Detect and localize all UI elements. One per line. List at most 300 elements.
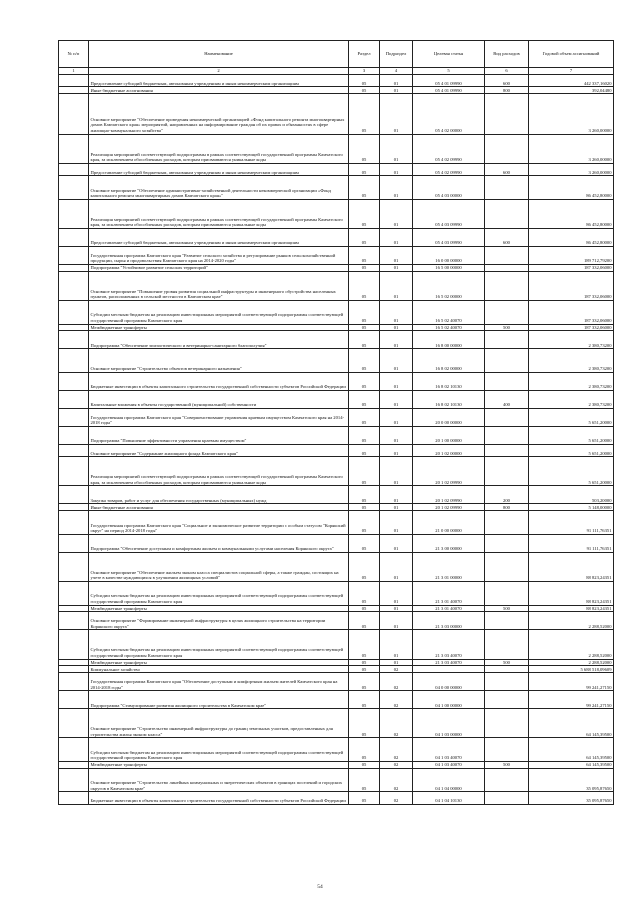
row-amount-cell: 392,04480 — [529, 87, 614, 94]
row-number-cell — [59, 673, 89, 691]
budget-table — [58, 40, 613, 805]
row-subsection-cell: 02 — [380, 792, 413, 804]
row-amount-cell: 5 688 518,09609 — [529, 666, 614, 673]
table-row — [59, 768, 614, 792]
table-row — [59, 486, 614, 504]
row-name-cell: Субсидии местным бюджетам на реализацию инвестиционных мероприятий соответствующей подпрограммы соответствующей государственной программы Камчатского края — [89, 582, 349, 606]
row-target-article-cell: 05 4 02 09990 — [413, 163, 485, 175]
row-number-cell — [59, 630, 89, 659]
row-expense-type-cell — [485, 534, 529, 552]
row-target-article-cell: 05 4 03 09990 — [413, 228, 485, 246]
row-section-cell: 05 — [349, 486, 380, 504]
row-target-article-cell: 20 1 02 09990 — [413, 457, 485, 486]
row-number-cell — [59, 331, 89, 349]
row-target-article-cell: 05 4 01 09990 — [413, 75, 485, 87]
row-subsection-cell: 01 — [380, 552, 413, 581]
row-name-cell: Реализация мероприятий соответствующей подпрограммы в рамках соответствующей государственной программы Камчатского края, за исключением обособленных расходов, которым присваиваются уникальные коды — [89, 134, 349, 163]
table-row — [59, 176, 614, 200]
row-number-cell — [59, 228, 89, 246]
row-expense-type-cell — [485, 134, 529, 163]
table-row — [59, 246, 614, 264]
table-row — [59, 630, 614, 659]
row-subsection-cell: 01 — [380, 87, 413, 94]
table-row — [59, 349, 614, 373]
row-name-cell: Основное мероприятие "Обеспечение проведения некоммерческой организацией «Фонд капитального ремонта многоквартирных домов Камчатского края» мероприятий, направленных на информирование граждан об их правах и обязанностях в сфере жилищно-коммунального хозяйства" — [89, 94, 349, 134]
table-row — [59, 534, 614, 552]
row-target-article-cell: 04 1 00 00000 — [413, 691, 485, 709]
row-amount-cell: 86 452,80000 — [529, 228, 614, 246]
row-target-article-cell: 04 1 03 00000 — [413, 709, 485, 738]
row-amount-cell: 35 095,87650 — [529, 792, 614, 804]
row-number-cell — [59, 582, 89, 606]
row-section-cell: 05 — [349, 199, 380, 228]
row-amount-cell: 88 823,24351 — [529, 605, 614, 612]
row-expense-type-cell — [485, 372, 529, 390]
row-expense-type-cell: 500 — [485, 659, 529, 666]
row-target-article-cell: 04 1 03 40070 — [413, 738, 485, 762]
row-name-cell: Подпрограмма "Повышение эффективности управления краевым имуществом" — [89, 426, 349, 444]
table-row — [59, 691, 614, 709]
row-name-cell: Межбюджетные трансферты — [89, 324, 349, 331]
table-row — [59, 87, 614, 94]
row-target-article-cell: 20 1 00 00000 — [413, 426, 485, 444]
row-subsection-cell: 01 — [380, 605, 413, 612]
row-subsection-cell: 01 — [380, 271, 413, 300]
row-expense-type-cell — [485, 176, 529, 200]
column-number: 4 — [380, 68, 413, 75]
row-number-cell — [59, 390, 89, 408]
row-number-cell — [59, 792, 89, 804]
table-row — [59, 673, 614, 691]
table-row — [59, 75, 614, 87]
row-expense-type-cell — [485, 691, 529, 709]
table-row — [59, 331, 614, 349]
row-target-article-cell: 16 5 02 00000 — [413, 271, 485, 300]
row-subsection-cell: 01 — [380, 659, 413, 666]
row-number-cell — [59, 372, 89, 390]
row-subsection-cell: 02 — [380, 709, 413, 738]
column-number: 3 — [349, 68, 380, 75]
row-number-cell — [59, 264, 89, 271]
row-expense-type-cell — [485, 582, 529, 606]
row-name-cell: Предоставление субсидий бюджетным, автономным учреждениям и иным некоммерческим организациям — [89, 75, 349, 87]
row-target-article-cell: 04 1 04 00000 — [413, 768, 485, 792]
row-subsection-cell: 01 — [380, 372, 413, 390]
row-amount-cell: 2 380,73200 — [529, 331, 614, 349]
table-row — [59, 738, 614, 762]
row-amount-cell: 99 241,27150 — [529, 673, 614, 691]
page-number: 54 — [317, 884, 323, 890]
row-number-cell — [59, 75, 89, 87]
row-name-cell: Коммунальное хозяйство — [89, 666, 349, 673]
row-target-article-cell: 16 8 02 00000 — [413, 349, 485, 373]
row-expense-type-cell: 500 — [485, 605, 529, 612]
table-row — [59, 552, 614, 581]
row-number-cell — [59, 511, 89, 535]
row-number-cell — [59, 87, 89, 94]
row-name-cell: Основное мероприятие "Обеспечение административно-хозяйственной деятельности некоммерческой организации «Фонд капитального ремонта многоквартирных домов Камчатского края»" — [89, 176, 349, 200]
row-section-cell: 05 — [349, 75, 380, 87]
row-expense-type-cell — [485, 738, 529, 762]
row-section-cell: 05 — [349, 457, 380, 486]
row-section-cell: 05 — [349, 534, 380, 552]
row-number-cell — [59, 444, 89, 456]
row-section-cell: 05 — [349, 552, 380, 581]
row-target-article-cell: 20 1 02 09990 — [413, 486, 485, 504]
row-section-cell: 05 — [349, 582, 380, 606]
row-number-cell — [59, 738, 89, 762]
row-target-article-cell: 21 3 03 40070 — [413, 630, 485, 659]
row-name-cell: Иные бюджетные ассигнования — [89, 87, 349, 94]
row-expense-type-cell — [485, 666, 529, 673]
row-expense-type-cell — [485, 792, 529, 804]
row-expense-type-cell — [485, 612, 529, 630]
row-expense-type-cell — [485, 331, 529, 349]
row-section-cell: 05 — [349, 659, 380, 666]
row-section-cell: 05 — [349, 792, 380, 804]
row-name-cell: Межбюджетные трансферты — [89, 659, 349, 666]
row-subsection-cell: 02 — [380, 691, 413, 709]
row-amount-cell: 2 380,73200 — [529, 349, 614, 373]
table-row — [59, 228, 614, 246]
table-row — [59, 426, 614, 444]
header-number: № п/п — [59, 41, 89, 68]
row-number-cell — [59, 176, 89, 200]
table-row — [59, 504, 614, 511]
row-expense-type-cell — [485, 511, 529, 535]
row-target-article-cell: 04 1 03 40070 — [413, 762, 485, 769]
row-name-cell: Подпрограмма "Устойчивое развитие сельских территорий" — [89, 264, 349, 271]
row-name-cell: Реализация мероприятий соответствующей подпрограммы в рамках соответствующей государственной программы Камчатского края, за исключением обособленных расходов, которым присваиваются уникальные коды — [89, 199, 349, 228]
row-section-cell: 05 — [349, 163, 380, 175]
row-section-cell: 05 — [349, 372, 380, 390]
table-row — [59, 264, 614, 271]
header-section: Раздел — [349, 41, 380, 68]
row-expense-type-cell — [485, 271, 529, 300]
row-name-cell: Бюджетные инвестиции в объекты капитального строительства государственной собственности субъектов Российской Федерации — [89, 792, 349, 804]
row-amount-cell: 2 288,52000 — [529, 659, 614, 666]
row-amount-cell: 3 260,00000 — [529, 94, 614, 134]
header-target-article: Целевая статья — [413, 41, 485, 68]
row-number-cell — [59, 408, 89, 426]
row-subsection-cell: 01 — [380, 246, 413, 264]
row-expense-type-cell: 400 — [485, 390, 529, 408]
column-number: 5 — [413, 68, 485, 75]
row-subsection-cell: 01 — [380, 390, 413, 408]
row-amount-cell: 64 145,39500 — [529, 709, 614, 738]
row-name-cell: Основное мероприятие "Формирование инженерной инфраструктуры в целях жилищного строительства на территории Корякского округа" — [89, 612, 349, 630]
row-section-cell: 05 — [349, 511, 380, 535]
row-section-cell: 05 — [349, 691, 380, 709]
row-amount-cell: 5 651,20000 — [529, 426, 614, 444]
row-amount-cell: 2 380,73200 — [529, 390, 614, 408]
table-row — [59, 271, 614, 300]
row-subsection-cell: 01 — [380, 228, 413, 246]
row-subsection-cell: 02 — [380, 768, 413, 792]
row-target-article-cell: 20 1 02 09990 — [413, 504, 485, 511]
row-amount-cell: 86 452,80000 — [529, 199, 614, 228]
row-expense-type-cell — [485, 199, 529, 228]
header-row — [59, 41, 614, 68]
row-expense-type-cell — [485, 264, 529, 271]
row-expense-type-cell — [485, 444, 529, 456]
table-row — [59, 199, 614, 228]
table-row — [59, 324, 614, 331]
row-subsection-cell: 01 — [380, 264, 413, 271]
row-amount-cell: 187 332,06000 — [529, 264, 614, 271]
row-amount-cell: 91 111,76351 — [529, 511, 614, 535]
table-row — [59, 582, 614, 606]
row-section-cell: 05 — [349, 134, 380, 163]
row-name-cell: Государственная программа Камчатского края "Развитие сельского хозяйства и регулирование рынков сельскохозяйственной продукции, сырья и продовольствия Камчатского края на 2014-2020 годы" — [89, 246, 349, 264]
row-section-cell: 05 — [349, 709, 380, 738]
row-target-article-cell: 21 3 03 00000 — [413, 612, 485, 630]
row-target-article-cell: 21 3 00 00000 — [413, 534, 485, 552]
row-expense-type-cell: 500 — [485, 762, 529, 769]
header-annual-amount: Годовой объем ассигнований — [529, 41, 614, 68]
row-amount-cell: 2 380,73200 — [529, 372, 614, 390]
row-subsection-cell: 02 — [380, 738, 413, 762]
table-row — [59, 163, 614, 175]
row-number-cell — [59, 94, 89, 134]
row-subsection-cell: 01 — [380, 94, 413, 134]
row-expense-type-cell: 600 — [485, 163, 529, 175]
row-expense-type-cell — [485, 300, 529, 324]
row-section-cell: 05 — [349, 246, 380, 264]
row-expense-type-cell — [485, 709, 529, 738]
table-row — [59, 666, 614, 673]
column-number: 6 — [485, 68, 529, 75]
row-expense-type-cell: 200 — [485, 486, 529, 504]
table-row — [59, 444, 614, 456]
row-target-article-cell: 16 8 00 00000 — [413, 331, 485, 349]
row-amount-cell: 64 145,39500 — [529, 738, 614, 762]
row-expense-type-cell: 500 — [485, 324, 529, 331]
row-section-cell: 05 — [349, 228, 380, 246]
row-expense-type-cell — [485, 552, 529, 581]
table-row — [59, 612, 614, 630]
row-amount-cell: 3 260,00000 — [529, 163, 614, 175]
column-number: 7 — [529, 68, 614, 75]
row-number-cell — [59, 199, 89, 228]
row-subsection-cell: 01 — [380, 199, 413, 228]
table-row — [59, 457, 614, 486]
row-section-cell: 05 — [349, 605, 380, 612]
row-subsection-cell: 01 — [380, 163, 413, 175]
row-target-article-cell: 05 4 03 09990 — [413, 199, 485, 228]
row-amount-cell: 5 148,00000 — [529, 504, 614, 511]
row-number-cell — [59, 134, 89, 163]
row-name-cell: Межбюджетные трансферты — [89, 605, 349, 612]
row-number-cell — [59, 246, 89, 264]
row-expense-type-cell — [485, 426, 529, 444]
row-section-cell: 05 — [349, 87, 380, 94]
row-subsection-cell: 01 — [380, 75, 413, 87]
row-number-cell — [59, 163, 89, 175]
row-subsection-cell: 01 — [380, 534, 413, 552]
table-row — [59, 300, 614, 324]
row-target-article-cell: 20 1 02 00000 — [413, 444, 485, 456]
row-subsection-cell: 01 — [380, 457, 413, 486]
row-name-cell: Бюджетные инвестиции в объекты капитального строительства государственной собственности субъектов Российской Федерации — [89, 372, 349, 390]
row-subsection-cell: 01 — [380, 134, 413, 163]
row-number-cell — [59, 324, 89, 331]
row-target-article-cell: 16 8 02 10130 — [413, 372, 485, 390]
row-amount-cell: 88 823,24351 — [529, 552, 614, 581]
row-name-cell: Подпрограмма "Обеспечение эпизоотического и ветеринарно-санитарного благополучия" — [89, 331, 349, 349]
row-subsection-cell: 01 — [380, 444, 413, 456]
row-subsection-cell: 01 — [380, 324, 413, 331]
row-number-cell — [59, 426, 89, 444]
row-amount-cell: 187 332,06000 — [529, 300, 614, 324]
row-target-article-cell: 20 0 00 00000 — [413, 408, 485, 426]
table-row — [59, 94, 614, 134]
row-name-cell: Основное мероприятие "Строительство линейных коммунальных и энергетических объектов в границах поселений и городских округов в Камчатском крае" — [89, 768, 349, 792]
row-number-cell — [59, 666, 89, 673]
row-section-cell: 05 — [349, 271, 380, 300]
row-target-article-cell: 05 4 03 00000 — [413, 176, 485, 200]
row-subsection-cell: 01 — [380, 486, 413, 504]
row-subsection-cell: 02 — [380, 762, 413, 769]
row-section-cell: 05 — [349, 324, 380, 331]
row-section-cell: 05 — [349, 738, 380, 762]
row-subsection-cell: 01 — [380, 349, 413, 373]
row-section-cell: 05 — [349, 390, 380, 408]
table-row — [59, 659, 614, 666]
table-body — [59, 75, 614, 805]
row-name-cell: Основное мероприятие "Строительство объектов ветеринарного назначения" — [89, 349, 349, 373]
row-expense-type-cell — [485, 630, 529, 659]
table-row — [59, 372, 614, 390]
row-number-cell — [59, 659, 89, 666]
row-number-cell — [59, 709, 89, 738]
table-row — [59, 408, 614, 426]
row-name-cell: Межбюджетные трансферты — [89, 762, 349, 769]
row-expense-type-cell — [485, 246, 529, 264]
row-target-article-cell — [413, 666, 485, 673]
row-expense-type-cell — [485, 94, 529, 134]
row-number-cell — [59, 300, 89, 324]
row-section-cell: 05 — [349, 630, 380, 659]
row-subsection-cell: 01 — [380, 331, 413, 349]
row-name-cell: Закупка товаров, работ и услуг для обеспечения государственных (муниципальных) нужд — [89, 486, 349, 504]
row-name-cell: Реализация мероприятий соответствующей подпрограммы в рамках соответствующей государственной программы Камчатского края, за исключением обособленных расходов, которым присваиваются уникальные коды — [89, 457, 349, 486]
table-row — [59, 390, 614, 408]
row-amount-cell: 99 241,27150 — [529, 691, 614, 709]
row-section-cell: 05 — [349, 300, 380, 324]
table-row — [59, 709, 614, 738]
row-subsection-cell: 02 — [380, 673, 413, 691]
row-number-cell — [59, 768, 89, 792]
row-number-cell — [59, 762, 89, 769]
row-subsection-cell: 01 — [380, 408, 413, 426]
row-target-article-cell: 05 4 02 09990 — [413, 134, 485, 163]
row-section-cell: 05 — [349, 408, 380, 426]
row-section-cell: 05 — [349, 331, 380, 349]
row-target-article-cell: 16 5 00 00000 — [413, 264, 485, 271]
row-name-cell: Подпрограмма "Стимулирование развития жилищного строительства в Камчатском крае" — [89, 691, 349, 709]
row-target-article-cell: 16 5 02 40070 — [413, 300, 485, 324]
row-expense-type-cell — [485, 457, 529, 486]
row-name-cell: Основное мероприятие "Обеспечение жильем эконом класса специалистов социальной сферы, а также граждан, состоящих на учете в качестве нуждающихся в улучшении жилищных условий" — [89, 552, 349, 581]
row-subsection-cell: 01 — [380, 300, 413, 324]
row-name-cell: Предоставление субсидий бюджетным, автономным учреждениям и иным некоммерческим организациям — [89, 163, 349, 175]
row-target-article-cell: 16 0 00 00000 — [413, 246, 485, 264]
row-expense-type-cell — [485, 673, 529, 691]
row-section-cell: 05 — [349, 673, 380, 691]
row-expense-type-cell: 800 — [485, 504, 529, 511]
row-subsection-cell: 01 — [380, 630, 413, 659]
row-section-cell: 05 — [349, 264, 380, 271]
table-row — [59, 511, 614, 535]
row-amount-cell: 64 145,39500 — [529, 762, 614, 769]
row-section-cell: 05 — [349, 762, 380, 769]
row-number-cell — [59, 605, 89, 612]
row-name-cell: Основное мероприятие "Строительство инженерной инфраструктуры до границ земельных участков, предоставленных для строительства жилья эконом класса" — [89, 709, 349, 738]
row-amount-cell: 91 111,76351 — [529, 534, 614, 552]
header-expense-type: Вид расходов — [485, 41, 529, 68]
row-amount-cell: 2 288,52000 — [529, 612, 614, 630]
row-subsection-cell: 01 — [380, 426, 413, 444]
column-number-row — [59, 68, 614, 75]
row-subsection-cell: 01 — [380, 582, 413, 606]
row-target-article-cell: 05 4 02 00000 — [413, 94, 485, 134]
row-name-cell: Субсидии местным бюджетам на реализацию инвестиционных мероприятий соответствующей подпрограммы соответствующей государственной программы Камчатского края — [89, 630, 349, 659]
row-amount-cell: 5 651,20000 — [529, 408, 614, 426]
row-amount-cell: 35 095,87650 — [529, 768, 614, 792]
row-amount-cell: 442 337,16020 — [529, 75, 614, 87]
header-name: Наименование — [89, 41, 349, 68]
row-number-cell — [59, 504, 89, 511]
row-number-cell — [59, 457, 89, 486]
row-target-article-cell: 21 0 00 00000 — [413, 511, 485, 535]
column-number: 2 — [89, 68, 349, 75]
row-amount-cell: 3 260,00000 — [529, 134, 614, 163]
row-section-cell: 05 — [349, 94, 380, 134]
row-name-cell: Субсидии местным бюджетам на реализацию инвестиционных мероприятий соответствующей подпрограммы соответствующей государственной программы Камчатского края — [89, 300, 349, 324]
row-number-cell — [59, 691, 89, 709]
row-amount-cell: 5 651,20000 — [529, 457, 614, 486]
column-number: 1 — [59, 68, 89, 75]
row-amount-cell: 88 823,24351 — [529, 582, 614, 606]
row-amount-cell: 5 651,20000 — [529, 444, 614, 456]
row-target-article-cell: 16 5 02 40070 — [413, 324, 485, 331]
row-subsection-cell: 01 — [380, 511, 413, 535]
row-name-cell: Государственная программа Камчатского края "Обеспечение доступным и комфортным жильем жителей Камчатского края на 2014-2018 годы" — [89, 673, 349, 691]
table-row — [59, 762, 614, 769]
row-target-article-cell: 21 3 01 00000 — [413, 552, 485, 581]
row-name-cell: Государственная программа Камчатского края "Совершенствование управления краевым имуществом Камчатского края на 2014-2018 годы" — [89, 408, 349, 426]
row-amount-cell: 187 332,06000 — [529, 324, 614, 331]
row-target-article-cell: 04 0 00 00000 — [413, 673, 485, 691]
row-subsection-cell: 01 — [380, 612, 413, 630]
row-subsection-cell: 01 — [380, 504, 413, 511]
row-target-article-cell: 21 3 03 40070 — [413, 659, 485, 666]
row-expense-type-cell — [485, 768, 529, 792]
row-target-article-cell: 16 8 02 10130 — [413, 390, 485, 408]
row-expense-type-cell: 800 — [485, 87, 529, 94]
row-number-cell — [59, 534, 89, 552]
row-number-cell — [59, 552, 89, 581]
row-number-cell — [59, 612, 89, 630]
row-name-cell: Основное мероприятие "Содержание жилищного фонда Камчатского края" — [89, 444, 349, 456]
header-subsection: Подраздел — [380, 41, 413, 68]
row-expense-type-cell: 600 — [485, 75, 529, 87]
row-amount-cell: 503,20000 — [529, 486, 614, 504]
row-section-cell: 05 — [349, 349, 380, 373]
row-section-cell: 05 — [349, 612, 380, 630]
row-name-cell: Капитальные вложения в объекты государственной (муниципальной) собственности — [89, 390, 349, 408]
